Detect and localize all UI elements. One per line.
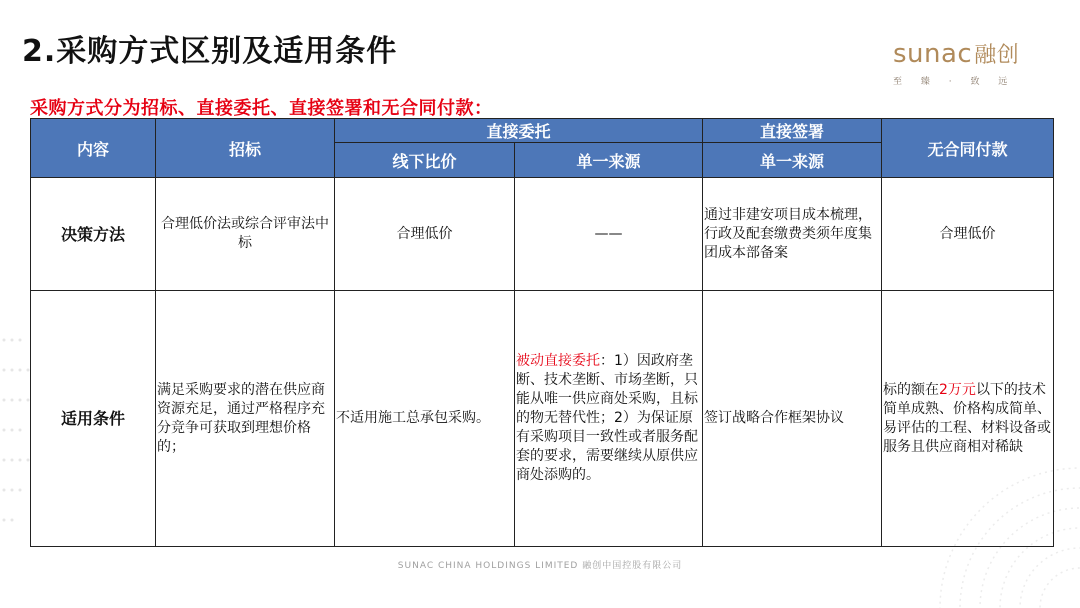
passive-direct-commission-label: 被动直接委托 — [516, 353, 600, 369]
cell-decision-no-contract: 合理低价 — [882, 178, 1054, 291]
no-contract-text-post: 以下的技术简单成熟、价格构成简单、易评估的工程、材料设备或服务且供应商相对稀缺 — [883, 381, 1052, 455]
cell-conditions-single-source — [515, 291, 703, 547]
header-direct-sign: 直接签署 — [703, 119, 882, 143]
cell-decision-single-source: —— — [515, 178, 703, 291]
table-row-applicable-conditions — [31, 291, 1054, 547]
header-content: 内容 — [31, 119, 156, 178]
header-bidding: 招标 — [156, 119, 335, 178]
page-title: 2.采购方式区别及适用条件 — [22, 34, 398, 69]
footer-company-name: SUNAC CHINA HOLDINGS LIMITED 融创中国控股有限公司 — [397, 561, 683, 571]
cell-decision-direct-sign: 通过非建安项目成本梳理，行政及配套缴费类须年度集团成本部备案 — [703, 178, 882, 291]
header-single-source-sign: 单一来源 — [703, 143, 882, 178]
cell-conditions-offline-price: 不适用施工总承包采购。 — [335, 291, 515, 547]
row-label-decision-method: 决策方法 — [31, 178, 156, 291]
section-subtitle: 采购方式分为招标、直接委托、直接签署和无合同付款： — [30, 98, 493, 119]
logo-brand-cn: 融创 — [974, 43, 1020, 68]
header-single-source-commission: 单一来源 — [515, 143, 703, 178]
table-row-decision-method — [31, 178, 1054, 291]
header-direct-commission: 直接委托 — [335, 119, 703, 143]
logo-brand-latin: sunac — [893, 39, 973, 69]
single-source-conditions-text: ：1）因政府垄断、技术垄断、市场垄断，只能从唯一供应商处采购，且标的物无替代性；2）为保证原有采购项目一致性或者服务配套的要求，需要继续从原供应商处添购的。 — [516, 353, 698, 483]
procurement-methods-table — [30, 118, 1054, 547]
cell-conditions-no-contract — [882, 291, 1054, 547]
logo-brand — [893, 40, 1023, 70]
header-no-contract-payment: 无合同付款 — [882, 119, 1054, 178]
sunac-logo — [893, 40, 1023, 86]
cell-decision-bidding: 合理低价法或综合评审法中标 — [156, 178, 335, 291]
cell-conditions-bidding: 满足采购要求的潜在供应商资源充足，通过严格程序充分竞争可获取到理想价格的； — [156, 291, 335, 547]
header-offline-price-comparison: 线下比价 — [335, 143, 515, 178]
no-contract-text-pre: 标的额在 — [883, 381, 940, 398]
amount-threshold: 2万元 — [939, 381, 976, 398]
cell-conditions-direct-sign: 签订战略合作框架协议 — [703, 291, 882, 547]
logo-slogan: 至 臻 · 致 远 — [893, 77, 1016, 87]
cell-decision-offline-price: 合理低价 — [335, 178, 515, 291]
row-label-applicable-conditions: 适用条件 — [31, 291, 156, 547]
